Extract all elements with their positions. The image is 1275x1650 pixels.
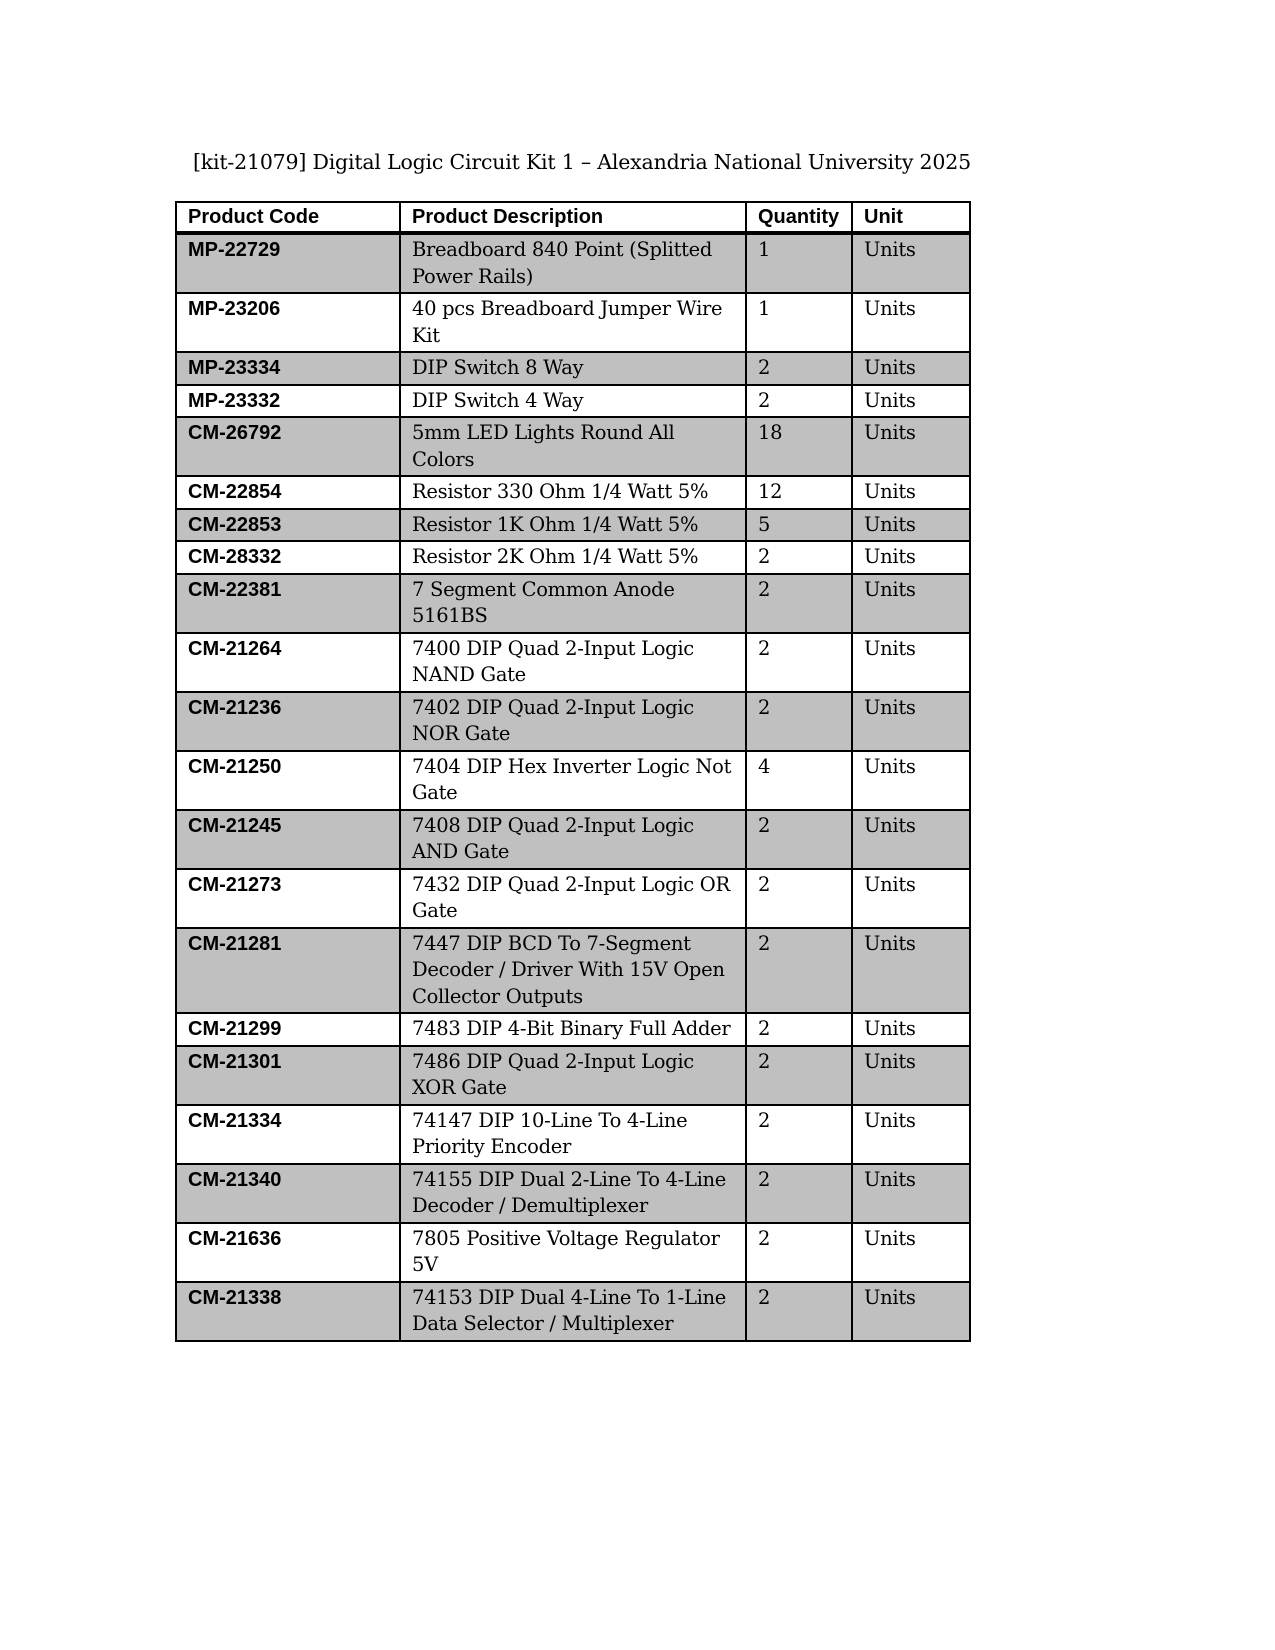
product-code-cell: CM-21338 — [176, 1282, 400, 1341]
table-row — [176, 1105, 970, 1164]
unit-cell: Units — [852, 1105, 970, 1164]
product-description-cell: Breadboard 840 Point (Splitted Power Rails) — [400, 233, 746, 293]
unit-cell: Units — [852, 574, 970, 633]
header-unit: Unit — [852, 202, 970, 233]
unit-cell: Units — [852, 1282, 970, 1341]
product-code-cell: CM-21299 — [176, 1013, 400, 1046]
header-quantity: Quantity — [746, 202, 852, 233]
product-description-cell: 7400 DIP Quad 2-Input Logic NAND Gate — [400, 633, 746, 692]
table-row — [176, 385, 970, 418]
unit-cell: Units — [852, 417, 970, 476]
table-row — [176, 810, 970, 869]
product-description-cell: 7486 DIP Quad 2-Input Logic XOR Gate — [400, 1046, 746, 1105]
quantity-cell: 2 — [746, 352, 852, 385]
table-row — [176, 1013, 970, 1046]
product-description-cell: Resistor 2K Ohm 1/4 Watt 5% — [400, 541, 746, 574]
unit-cell: Units — [852, 352, 970, 385]
product-code-cell: MP-23206 — [176, 293, 400, 352]
quantity-cell: 5 — [746, 509, 852, 542]
product-code-cell: CM-21340 — [176, 1164, 400, 1223]
quantity-cell: 2 — [746, 385, 852, 418]
table-row — [176, 476, 970, 509]
quantity-cell: 2 — [746, 1223, 852, 1282]
product-code-cell: MP-23334 — [176, 352, 400, 385]
unit-cell: Units — [852, 633, 970, 692]
header-product-code: Product Code — [176, 202, 400, 233]
table-row — [176, 509, 970, 542]
product-code-cell: CM-21636 — [176, 1223, 400, 1282]
unit-cell: Units — [852, 1046, 970, 1105]
quantity-cell: 2 — [746, 1046, 852, 1105]
product-description-cell: 7 Segment Common Anode 5161BS — [400, 574, 746, 633]
product-code-cell: CM-21281 — [176, 928, 400, 1014]
quantity-cell: 2 — [746, 633, 852, 692]
product-code-cell: CM-22854 — [176, 476, 400, 509]
table-row — [176, 541, 970, 574]
document-title: [kit-21079] Digital Logic Circuit Kit 1 – Alexandria National University 2025 — [193, 150, 971, 174]
unit-cell: Units — [852, 928, 970, 1014]
product-code-cell: MP-22729 — [176, 233, 400, 293]
unit-cell: Units — [852, 810, 970, 869]
product-description-cell: Resistor 1K Ohm 1/4 Watt 5% — [400, 509, 746, 542]
unit-cell: Units — [852, 751, 970, 810]
product-description-cell: 40 pcs Breadboard Jumper Wire Kit — [400, 293, 746, 352]
quantity-cell: 2 — [746, 810, 852, 869]
quantity-cell: 2 — [746, 1013, 852, 1046]
unit-cell: Units — [852, 293, 970, 352]
product-table — [175, 201, 971, 1342]
unit-cell: Units — [852, 476, 970, 509]
table-row — [176, 869, 970, 928]
product-description-cell: 74155 DIP Dual 2-Line To 4-Line Decoder / Demultiplexer — [400, 1164, 746, 1223]
quantity-cell: 2 — [746, 1164, 852, 1223]
table-row — [176, 1282, 970, 1341]
product-description-cell: DIP Switch 4 Way — [400, 385, 746, 418]
product-description-cell: 7447 DIP BCD To 7-Segment Decoder / Driver With 15V Open Collector Outputs — [400, 928, 746, 1014]
product-description-cell: 7404 DIP Hex Inverter Logic Not Gate — [400, 751, 746, 810]
table-row — [176, 352, 970, 385]
product-description-cell: 7432 DIP Quad 2-Input Logic OR Gate — [400, 869, 746, 928]
product-code-cell: CM-21334 — [176, 1105, 400, 1164]
product-code-cell: CM-22853 — [176, 509, 400, 542]
product-description-cell: 5mm LED Lights Round All Colors — [400, 417, 746, 476]
table-row — [176, 574, 970, 633]
table-row — [176, 751, 970, 810]
quantity-cell: 2 — [746, 541, 852, 574]
quantity-cell: 12 — [746, 476, 852, 509]
quantity-cell: 2 — [746, 869, 852, 928]
product-code-cell: CM-21264 — [176, 633, 400, 692]
product-description-cell: 7408 DIP Quad 2-Input Logic AND Gate — [400, 810, 746, 869]
table-row — [176, 692, 970, 751]
table-body — [176, 233, 970, 1341]
unit-cell: Units — [852, 509, 970, 542]
quantity-cell: 2 — [746, 1282, 852, 1341]
table-row — [176, 293, 970, 352]
product-description-cell: 74153 DIP Dual 4-Line To 1-Line Data Selector / Multiplexer — [400, 1282, 746, 1341]
table-row — [176, 633, 970, 692]
product-code-cell: CM-28332 — [176, 541, 400, 574]
product-code-cell: CM-21245 — [176, 810, 400, 869]
table-row — [176, 1164, 970, 1223]
quantity-cell: 18 — [746, 417, 852, 476]
product-code-cell: CM-21236 — [176, 692, 400, 751]
quantity-cell: 2 — [746, 1105, 852, 1164]
unit-cell: Units — [852, 541, 970, 574]
product-description-cell: Resistor 330 Ohm 1/4 Watt 5% — [400, 476, 746, 509]
quantity-cell: 4 — [746, 751, 852, 810]
table-row — [176, 417, 970, 476]
unit-cell: Units — [852, 385, 970, 418]
quantity-cell: 2 — [746, 692, 852, 751]
unit-cell: Units — [852, 1223, 970, 1282]
table-row — [176, 928, 970, 1014]
product-description-cell: 74147 DIP 10-Line To 4-Line Priority Encoder — [400, 1105, 746, 1164]
product-code-cell: CM-21301 — [176, 1046, 400, 1105]
table-header-row — [176, 202, 970, 233]
product-code-cell: CM-26792 — [176, 417, 400, 476]
product-code-cell: MP-23332 — [176, 385, 400, 418]
product-code-cell: CM-21273 — [176, 869, 400, 928]
product-code-cell: CM-22381 — [176, 574, 400, 633]
product-description-cell: 7483 DIP 4-Bit Binary Full Adder — [400, 1013, 746, 1046]
quantity-cell: 2 — [746, 574, 852, 633]
unit-cell: Units — [852, 692, 970, 751]
quantity-cell: 1 — [746, 233, 852, 293]
unit-cell: Units — [852, 233, 970, 293]
table-row — [176, 1046, 970, 1105]
quantity-cell: 2 — [746, 928, 852, 1014]
table-row — [176, 1223, 970, 1282]
product-description-cell: 7402 DIP Quad 2-Input Logic NOR Gate — [400, 692, 746, 751]
header-product-description: Product Description — [400, 202, 746, 233]
unit-cell: Units — [852, 1164, 970, 1223]
table-row — [176, 233, 970, 293]
product-description-cell: DIP Switch 8 Way — [400, 352, 746, 385]
unit-cell: Units — [852, 869, 970, 928]
unit-cell: Units — [852, 1013, 970, 1046]
product-code-cell: CM-21250 — [176, 751, 400, 810]
product-description-cell: 7805 Positive Voltage Regulator 5V — [400, 1223, 746, 1282]
quantity-cell: 1 — [746, 293, 852, 352]
